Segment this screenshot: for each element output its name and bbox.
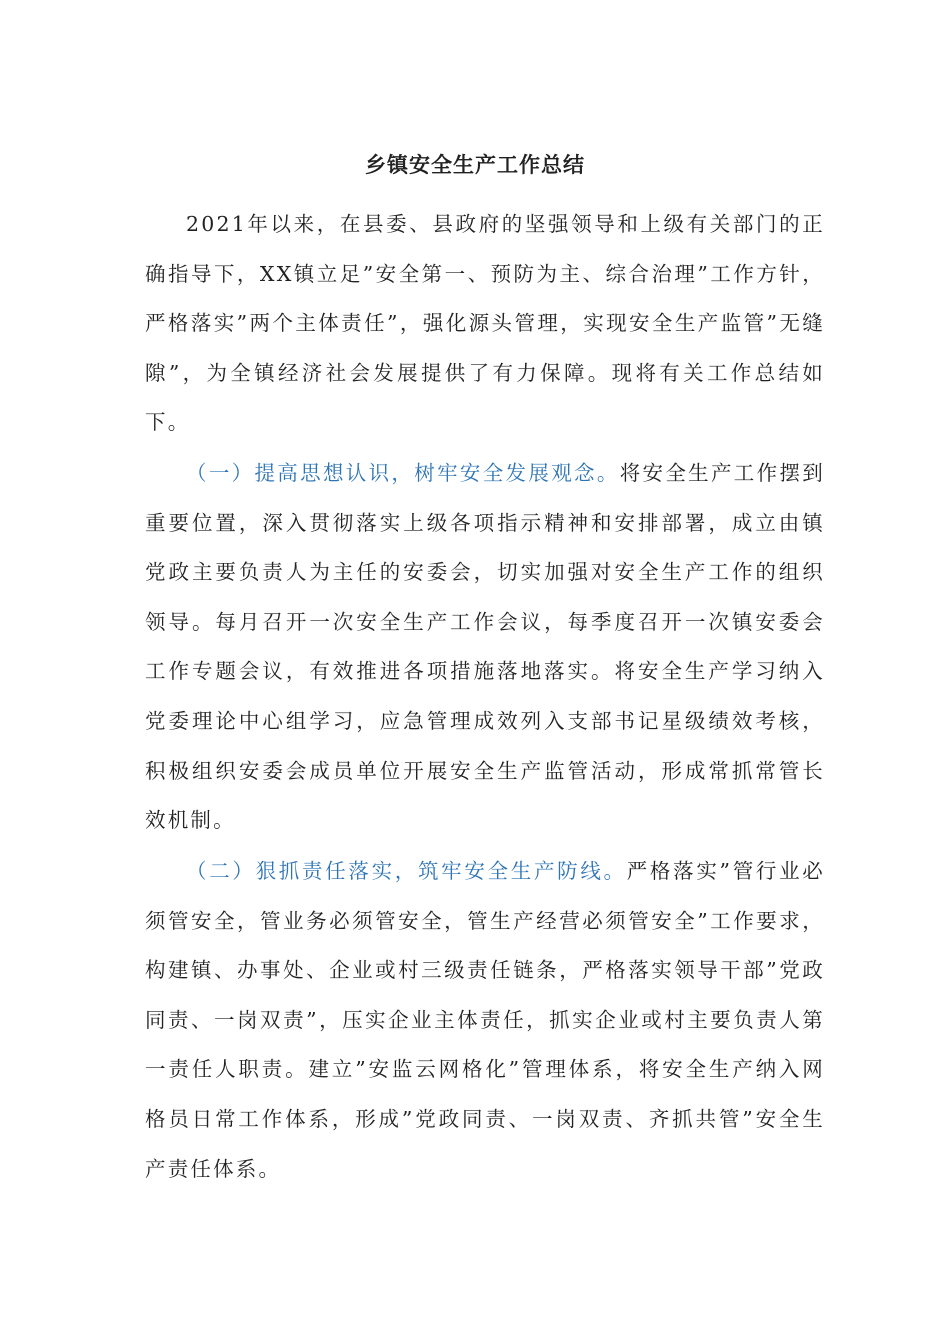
section-paragraph	[145, 449, 825, 846]
section-text: 将安全生产工作摆到重要位置，深入贯彻落实上级各项指示精神和安排部署，成立由镇党政主要负责人为主任的安委会，切实加强对安全生产工作的组织领导。每月召开一次安全生产工作会议，每季度召开一次镇安委会工作专题会议，有效推进各项措施落地落实。将安全生产学习纳入党委理论中心组学习，应急管理成效列入支部书记星级绩效考核，积极组织安委会成员单位开展安全生产监管活动，形成常抓常管长效机制。	[145, 461, 825, 833]
section-text: 严格落实”管行业必须管安全，管业务必须管安全，管生产经营必须管安全”工作要求，构建镇、办事处、企业或村三级责任链条，严格落实领导干部”党政同责、一岗双责”，压实企业主体责任，抓实企业或村主要负责人第一责任人职责。建立”安监云网格化”管理体系，将安全生产纳入网格员日常工作体系，形成”党政同责、一岗双责、齐抓共管”安全生产责任体系。	[145, 859, 825, 1181]
section-heading: （二）狠抓责任落实，筑牢安全生产防线。	[186, 859, 627, 883]
document-title: 乡镇安全生产工作总结	[365, 152, 585, 177]
section-heading: （一）提高思想认识，树牢安全发展观念。	[186, 461, 620, 485]
intro-paragraph	[145, 200, 825, 448]
section-paragraph	[145, 847, 825, 1194]
intro-text: 2021年以来，在县委、县政府的坚强领导和上级有关部门的正确指导下，XX镇立足”安全第一、预防为主、综合治理”工作方针，严格落实”两个主体责任”，强化源头管理，实现安全生产监管”无缝隙”，为全镇经济社会发展提供了有力保障。现将有关工作总结如下。	[145, 212, 825, 435]
